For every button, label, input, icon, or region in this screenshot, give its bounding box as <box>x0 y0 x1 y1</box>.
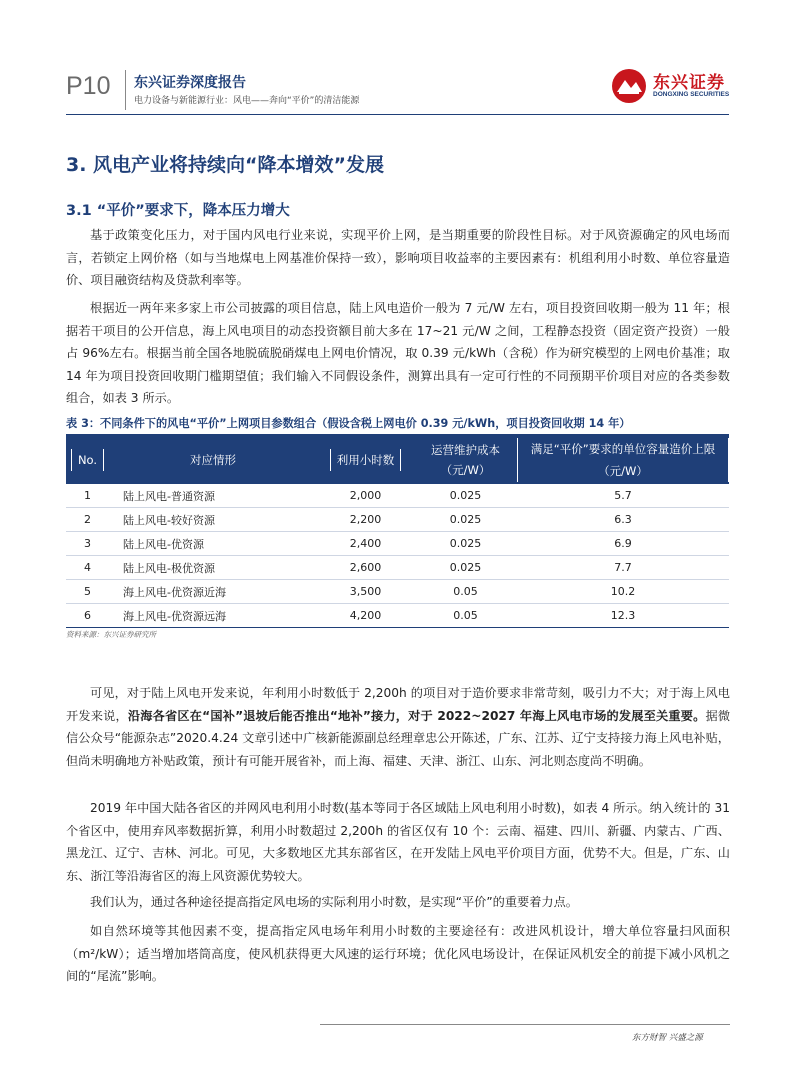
table-row <box>66 508 729 532</box>
logo-english-name: DONGXING SECURITIES <box>653 91 730 98</box>
cell-hours: 3,500 <box>317 580 414 604</box>
paragraph-2-text: 根据近一两年来多家上市公司披露的项目信息，陆上风电造价一般为 7 元/W 左右，项目投资回收期一般为 11 年；根据若干项目的公开信息，海上风电项目的动态投资额目前大多在 17~21 元/W 之间，工程静态投资（固定资产投资）一般占 96%左右。根据当前全国各地脱硫脱硝煤电上网电价情况，取 0.39 元/kWh（含税）作为研究模型的上网电价基准；取 14 年为项目投资回收期门槛期望值；我们输入不同假设条件，测算出具有一定可行性的不同预期平价项目对应的各类参数组合，如表 3 所示。 <box>66 301 730 405</box>
cell-cost-cap: 10.2 <box>517 580 729 604</box>
header-om-line2: （元/W） <box>440 463 491 477</box>
cell-cost-cap: 7.7 <box>517 556 729 580</box>
table-row <box>66 484 729 508</box>
paragraph-3-text-c: 据微信公众号“能源杂志”2020.4.24 文章引述中广核新能源副总经理章忠公开陈述，广东、江苏、辽宁支持接力海上风电补贴，但尚未明确地方补贴政策，预计有可能开展省补，而上海、福建、天津、浙江、山东、河北则态度尚不明确。 <box>66 708 731 768</box>
table-row <box>66 580 729 604</box>
header-hours <box>317 436 414 484</box>
cell-hours: 4,200 <box>317 604 414 628</box>
cell-om-cost: 0.05 <box>414 580 517 604</box>
section-heading: 3. 风电产业将持续向“降本增效”发展 <box>66 154 385 176</box>
table-row <box>66 604 729 628</box>
report-title: 东兴证券深度报告 <box>134 75 246 91</box>
cell-cost-cap: 6.3 <box>517 508 729 532</box>
cell-no: 2 <box>66 508 109 532</box>
cell-om-cost: 0.025 <box>414 556 517 580</box>
cell-hours: 2,000 <box>317 484 414 508</box>
paragraph-5-text: 我们认为，通过各种途径提高指定风电场的实际利用小时数，是实现“平价”的重要着力点。 <box>90 895 578 909</box>
cell-no: 1 <box>66 484 109 508</box>
paragraph-2 <box>66 297 730 410</box>
paragraph-4 <box>66 797 730 887</box>
header-om-line1: 运营维护成本 <box>431 443 500 457</box>
report-subtitle: 电力设备与新能源行业：风电——奔向“平价”的清洁能源 <box>134 96 360 106</box>
footer-rule <box>320 1024 730 1025</box>
header-scenario-label: 对应情形 <box>190 453 236 467</box>
table-row <box>66 532 729 556</box>
cell-cost-cap: 6.9 <box>517 532 729 556</box>
cell-om-cost: 0.025 <box>414 484 517 508</box>
header-om-cost <box>414 436 517 484</box>
cell-no: 3 <box>66 532 109 556</box>
paragraph-1 <box>66 224 730 292</box>
paragraph-6-text: 如自然环境等其他因素不变，提高指定风电场年利用小时数的主要途径有：改进风机设计，增大单位容量扫风面积（m²/kW）；适当增加塔筒高度，使风机获得更大风速的运行环境；优化风电场设计，在保证风机安全的前提下减小风机之间的“尾流”影响。 <box>66 924 730 983</box>
cell-om-cost: 0.025 <box>414 532 517 556</box>
paragraph-6 <box>66 920 730 988</box>
cell-scenario: 陆上风电-较好资源 <box>109 508 317 532</box>
cell-scenario: 海上风电-优资源远海 <box>109 604 317 628</box>
footer-slogan: 东方财智 兴盛之源 <box>632 1033 703 1043</box>
cell-scenario: 海上风电-优资源近海 <box>109 580 317 604</box>
paragraph-3-text-a: 可见，对于陆上风电开发来说，年利用小时数低于 2,200h 的项目对于造价要求非常苛刻，吸引力不大；对于海上风电开发来说， <box>66 686 730 723</box>
table-source: 资料来源：东兴证券研究所 <box>66 630 156 639</box>
cell-scenario: 陆上风电-普通资源 <box>109 484 317 508</box>
cell-scenario: 陆上风电-极优资源 <box>109 556 317 580</box>
header-no <box>66 436 109 484</box>
header-rule <box>66 114 729 115</box>
cell-om-cost: 0.025 <box>414 508 517 532</box>
paragraph-3 <box>66 682 730 772</box>
logo-name: 东兴证券 <box>653 73 725 93</box>
cell-scenario: 陆上风电-优资源 <box>109 532 317 556</box>
cell-cost-cap: 5.7 <box>517 484 729 508</box>
paragraph-4-text: 2019 年中国大陆各省区的并网风电利用小时数(基本等同于各区域陆上风电利用小时数)，如表 4 所示。纳入统计的 31 个省区中，使用弃风率数据折算，利用小时数超过 2,200h 的省区仅有 10 个：云南、福建、四川、新疆、内蒙古、广西、黑龙江、辽宁、吉林、河北。可见，大多数地区尤其东部省区，在开发陆上风电平价项目方面，优势不大。但是，广东、山东、浙江等沿海省区的海上风资源优势较大。 <box>66 801 730 883</box>
company-logo <box>609 66 729 106</box>
cell-hours: 2,600 <box>317 556 414 580</box>
paragraph-1-text: 基于政策变化压力，对于国内风电行业来说，实现平价上网，是当期重要的阶段性目标。对于风资源确定的风电场而言，若锁定上网价格（如与当地煤电上网基准价保持一致），影响项目收益率的主要因素有：机组利用小时数、单位容量造价、项目融资结构及贷款利率等。 <box>66 228 730 287</box>
cell-hours: 2,200 <box>317 508 414 532</box>
subsection-heading: 3.1 “平价”要求下，降本压力增大 <box>66 203 290 219</box>
cell-no: 6 <box>66 604 109 628</box>
logo-mark-icon <box>609 66 649 106</box>
cell-no: 5 <box>66 580 109 604</box>
header-cost-cap <box>517 436 729 484</box>
header-no-label: No. <box>71 449 104 471</box>
cell-hours: 2,400 <box>317 532 414 556</box>
header-cost-label: 满足“平价”要求的单位容量造价上限（元/W） <box>517 438 729 482</box>
header-scenario <box>109 436 317 484</box>
parameter-table <box>66 436 729 628</box>
cell-om-cost: 0.05 <box>414 604 517 628</box>
cell-cost-cap: 12.3 <box>517 604 729 628</box>
header-hours-label: 利用小时数 <box>330 449 402 471</box>
table-header-row <box>66 436 729 484</box>
header-divider <box>125 70 126 110</box>
cell-no: 4 <box>66 556 109 580</box>
paragraph-3-emphasis: 沿海各省区在“国补”退坡后能否推出“地补”接力，对于 2022~2027 年海上风电市场的发展至关重要。 <box>127 708 706 723</box>
table-row <box>66 556 729 580</box>
page-number: P10 <box>66 72 111 100</box>
table-caption: 表 3：不同条件下的风电“平价”上网项目参数组合（假设含税上网电价 0.39 元/kWh，项目投资回收期 14 年） <box>66 417 631 430</box>
paragraph-5 <box>66 891 730 914</box>
